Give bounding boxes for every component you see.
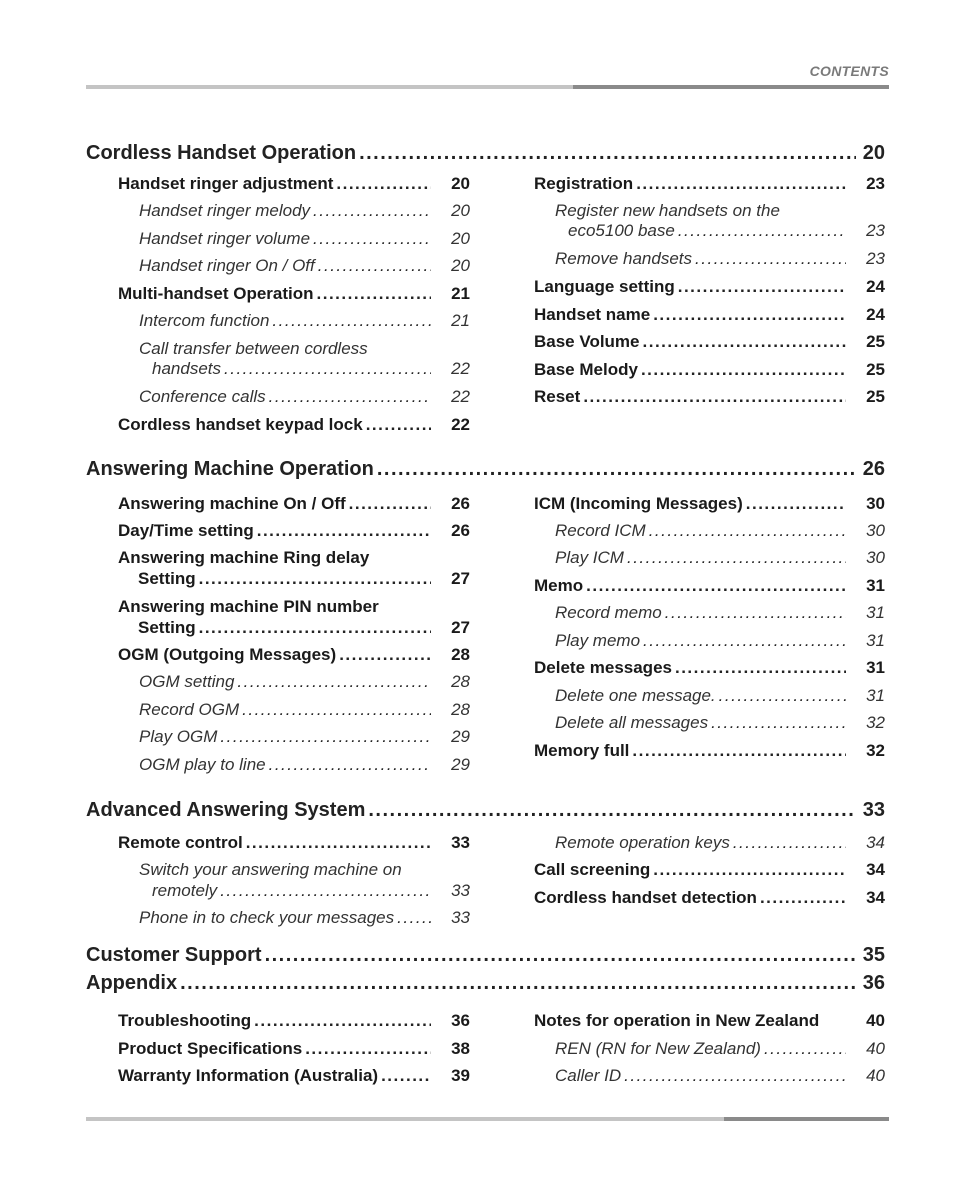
entry-page: 31 — [866, 686, 885, 705]
toc-subentry[interactable] — [555, 1040, 885, 1057]
toc-subentry[interactable] — [139, 909, 470, 926]
section-title: Appendix — [86, 972, 178, 994]
dot-leader — [254, 1012, 431, 1029]
toc-entry[interactable] — [118, 522, 470, 539]
toc-entry[interactable] — [118, 646, 470, 663]
section-title: Cordless Handset Operation — [86, 142, 357, 164]
dot-leader — [733, 834, 846, 851]
dot-leader — [269, 388, 431, 405]
entry-page: 29 — [451, 727, 470, 746]
toc-entry[interactable] — [534, 333, 885, 350]
dot-leader — [636, 175, 846, 192]
entry-page: 21 — [451, 311, 470, 330]
toc-subentry[interactable] — [555, 714, 885, 731]
dot-leader — [246, 834, 431, 851]
entry-title: Reset — [534, 387, 581, 406]
section-page: 33 — [862, 799, 885, 821]
toc-entry[interactable] — [534, 577, 885, 594]
entry-title: Play memo — [555, 631, 641, 650]
toc-subentry[interactable] — [152, 360, 470, 377]
toc-subentry[interactable] — [139, 230, 470, 247]
entry-page: 31 — [866, 576, 885, 595]
entry-page: 31 — [866, 631, 885, 650]
dot-leader — [665, 604, 846, 621]
entry-page: 29 — [451, 755, 470, 774]
dot-leader — [305, 1040, 431, 1057]
entry-title: Handset ringer volume — [139, 229, 311, 248]
entry-title[interactable]: Register new handsets on the — [555, 201, 780, 220]
entry-title: Memo — [534, 576, 584, 595]
dot-leader — [224, 360, 431, 377]
entry-page: 27 — [451, 618, 470, 637]
entry-page: 34 — [866, 888, 885, 907]
dot-leader — [220, 728, 431, 745]
dot-leader — [760, 889, 846, 906]
dot-leader — [269, 756, 431, 773]
toc-entry[interactable] — [534, 659, 885, 676]
dot-leader — [257, 522, 431, 539]
entry-page: 24 — [866, 305, 885, 324]
dot-leader — [641, 361, 846, 378]
toc-subentry[interactable] — [139, 257, 470, 274]
entry-title: Play ICM — [555, 548, 624, 567]
entry-page: 31 — [866, 658, 885, 677]
section-page: 20 — [862, 142, 885, 164]
section-title: Answering Machine Operation — [86, 458, 374, 480]
entry-title: Record OGM — [139, 700, 240, 719]
entry-title-cont: handsets — [152, 359, 221, 378]
entry-title: Base Melody — [534, 360, 638, 379]
toc-subentry[interactable] — [139, 673, 470, 690]
entry-title: Caller ID — [555, 1066, 622, 1085]
dot-leader — [643, 632, 846, 649]
entry-title: Remote control — [118, 833, 243, 852]
dot-leader — [764, 1040, 846, 1057]
toc-entry[interactable] — [138, 619, 470, 636]
toc-subentry[interactable] — [555, 549, 885, 566]
entry-title: Base Volume — [534, 332, 640, 351]
entry-page: 23 — [866, 249, 885, 268]
toc-subentry[interactable] — [139, 701, 470, 718]
entry-page: 28 — [451, 700, 470, 719]
entry-title: Language setting — [534, 277, 675, 296]
toc-subentry[interactable] — [152, 882, 470, 899]
entry-page: 40 — [866, 1066, 885, 1085]
entry-page: 30 — [866, 494, 885, 513]
entry-title-cont: Setting — [138, 569, 196, 588]
entry-title: Answering machine On / Off — [118, 494, 346, 513]
toc-subentry[interactable] — [555, 687, 885, 704]
toc-entry[interactable] — [534, 742, 885, 759]
toc-entry[interactable] — [138, 570, 470, 587]
dot-leader — [359, 143, 856, 163]
dot-leader — [265, 945, 856, 965]
dot-leader — [586, 577, 846, 594]
entry-title: Registration — [534, 174, 634, 193]
toc-subentry[interactable] — [555, 250, 885, 267]
entry-title: Day/Time setting — [118, 521, 254, 540]
entry-title: REN (RN for New Zealand) — [555, 1039, 761, 1058]
entry-title: Memory full — [534, 741, 630, 760]
toc-subentry[interactable] — [555, 604, 885, 621]
entry-page: 22 — [451, 415, 470, 434]
entry-page: 22 — [451, 359, 470, 378]
entry-page: 25 — [866, 387, 885, 406]
entry-page: 40 — [866, 1011, 885, 1030]
toc-section[interactable] — [86, 973, 885, 993]
entry-title-cont: Setting — [138, 618, 196, 637]
toc-entry[interactable] — [534, 861, 885, 878]
entry-page: 20 — [451, 256, 470, 275]
entry-page: 34 — [866, 833, 885, 852]
entry-page: 28 — [451, 672, 470, 691]
section-page: 36 — [862, 972, 885, 994]
toc-subentry[interactable] — [568, 222, 885, 239]
toc-subentry[interactable] — [139, 756, 470, 773]
entry-title: Handset ringer adjustment — [118, 174, 334, 193]
entry-page: 24 — [866, 277, 885, 296]
toc-entry[interactable] — [118, 285, 470, 302]
entry-title: Troubleshooting — [118, 1011, 252, 1030]
entry-title: OGM (Outgoing Messages) — [118, 645, 337, 664]
dot-leader — [653, 306, 846, 323]
dot-leader — [199, 570, 431, 587]
dot-leader — [349, 495, 431, 512]
toc-subentry[interactable] — [555, 1067, 885, 1084]
entry-title: Conference calls — [139, 387, 266, 406]
entry-title: ICM (Incoming Messages) — [534, 494, 743, 513]
toc-entry[interactable] — [118, 495, 470, 512]
entry-title[interactable]: Answering machine PIN number — [118, 597, 379, 616]
toc-subentry[interactable] — [555, 834, 885, 851]
toc-entry[interactable] — [534, 388, 885, 405]
toc-entry[interactable] — [534, 306, 885, 323]
toc-entry[interactable] — [118, 1067, 470, 1084]
dot-leader — [242, 701, 431, 718]
section-page: 35 — [862, 944, 885, 966]
dot-leader — [624, 1067, 846, 1084]
entry-page: 26 — [451, 494, 470, 513]
entry-title: Record ICM — [555, 521, 646, 540]
toc-section[interactable] — [86, 945, 885, 965]
dot-leader — [313, 202, 431, 219]
dot-leader — [649, 522, 846, 539]
entry-page: 34 — [866, 860, 885, 879]
entry-page: 25 — [866, 360, 885, 379]
entry-page: 40 — [866, 1039, 885, 1058]
dot-leader — [678, 222, 846, 239]
entry-title: Handset ringer melody — [139, 201, 311, 220]
toc-entry[interactable] — [534, 495, 885, 512]
dot-leader — [711, 714, 846, 731]
entry-page: 28 — [451, 645, 470, 664]
entry-page: 20 — [451, 229, 470, 248]
dot-leader — [377, 459, 856, 479]
toc-entry[interactable] — [118, 834, 470, 851]
entry-page: 32 — [866, 741, 885, 760]
entry-title: Handset ringer On / Off — [139, 256, 315, 275]
dot-leader — [180, 973, 856, 993]
entry-page: 39 — [451, 1066, 470, 1085]
entry-page: 23 — [866, 221, 885, 240]
entry-title: Cordless handset detection — [534, 888, 757, 907]
toc-entry[interactable] — [534, 361, 885, 378]
toc-subentry[interactable] — [139, 202, 470, 219]
dot-leader — [653, 861, 846, 878]
entry-page: 20 — [451, 201, 470, 220]
entry-title: Handset name — [534, 305, 651, 324]
entry-title[interactable]: Answering machine Ring delay — [118, 548, 370, 567]
entry-page: 33 — [451, 833, 470, 852]
entry-title-cont: eco5100 base — [568, 221, 675, 240]
dot-leader — [627, 549, 846, 566]
dot-leader — [313, 230, 431, 247]
dot-leader — [695, 250, 846, 267]
dot-leader — [272, 312, 431, 329]
entry-page: 20 — [451, 174, 470, 193]
entry-page: 32 — [866, 713, 885, 732]
dot-leader — [220, 882, 431, 899]
toc-entry[interactable] — [534, 278, 885, 295]
entry-title: Warranty Information (Australia) — [118, 1066, 379, 1085]
toc-section[interactable] — [86, 459, 885, 479]
entry-page: 30 — [866, 521, 885, 540]
toc-subentry[interactable] — [139, 728, 470, 745]
dot-leader — [381, 1067, 431, 1084]
dot-leader — [366, 416, 431, 433]
entry-title: Play OGM — [139, 727, 218, 746]
entry-title: Remove handsets — [555, 249, 693, 268]
section-title: Customer Support — [86, 944, 262, 966]
dot-leader — [199, 619, 431, 636]
toc-subentry[interactable] — [555, 632, 885, 649]
entry-title: OGM setting — [139, 672, 235, 691]
entry-title: OGM play to line — [139, 755, 266, 774]
toc-entry[interactable] — [118, 175, 470, 192]
entry-title: Cordless handset keypad lock — [118, 415, 363, 434]
entry-title: Call screening — [534, 860, 651, 879]
toc-entry[interactable] — [534, 1012, 885, 1029]
dot-leader — [643, 333, 846, 350]
dot-leader — [583, 388, 846, 405]
toc-entry[interactable] — [118, 1040, 470, 1057]
entry-title: Delete all messages — [555, 713, 709, 732]
dot-leader — [339, 646, 431, 663]
toc-section[interactable] — [86, 143, 885, 163]
dot-leader — [317, 285, 432, 302]
toc-subentry[interactable] — [139, 312, 470, 329]
dot-leader — [632, 742, 846, 759]
dot-leader — [368, 800, 856, 820]
entry-page: 27 — [451, 569, 470, 588]
entry-page: 22 — [451, 387, 470, 406]
entry-title[interactable]: Switch your answering machine on — [139, 860, 402, 879]
toc-subentry[interactable] — [555, 522, 885, 539]
entry-title: Intercom function — [139, 311, 270, 330]
entry-title-cont: remotely — [152, 881, 218, 900]
toc-entry[interactable] — [118, 1012, 470, 1029]
section-page: 26 — [862, 458, 885, 480]
entry-title: Remote operation keys — [555, 833, 730, 852]
toc-subentry[interactable] — [139, 388, 470, 405]
dot-leader — [318, 257, 431, 274]
section-title: Advanced Answering System — [86, 799, 366, 821]
entry-page: 36 — [451, 1011, 470, 1030]
entry-title: Notes for operation in New Zealand — [534, 1011, 820, 1030]
dot-leader — [397, 909, 431, 926]
bottom-rule — [86, 1117, 889, 1121]
toc-entry[interactable] — [534, 175, 885, 192]
toc-section[interactable] — [86, 800, 885, 820]
dot-leader — [336, 175, 431, 192]
dot-leader — [675, 659, 846, 676]
dot-leader — [746, 495, 846, 512]
entry-page: 30 — [866, 548, 885, 567]
entry-title: Delete messages — [534, 658, 672, 677]
entry-title[interactable]: Call transfer between cordless — [139, 339, 368, 358]
entry-page: 23 — [866, 174, 885, 193]
entry-title: Record memo — [555, 603, 662, 622]
dot-leader — [719, 687, 846, 704]
entry-page: 21 — [451, 284, 470, 303]
entry-title: Multi-handset Operation — [118, 284, 314, 303]
entry-page: 38 — [451, 1039, 470, 1058]
top-rule — [86, 85, 889, 89]
entry-page: 25 — [866, 332, 885, 351]
entry-title: Phone in to check your messages — [139, 908, 395, 927]
entry-page: 33 — [451, 881, 470, 900]
entry-page: 33 — [451, 908, 470, 927]
toc-entry[interactable] — [118, 416, 470, 433]
entry-page: 31 — [866, 603, 885, 622]
toc-entry[interactable] — [534, 889, 885, 906]
entry-page: 26 — [451, 521, 470, 540]
dot-leader — [678, 278, 846, 295]
entry-title: Delete one message. — [555, 686, 716, 705]
entry-title: Product Specifications — [118, 1039, 303, 1058]
dot-leader — [237, 673, 431, 690]
header-label: CONTENTS — [809, 63, 889, 79]
